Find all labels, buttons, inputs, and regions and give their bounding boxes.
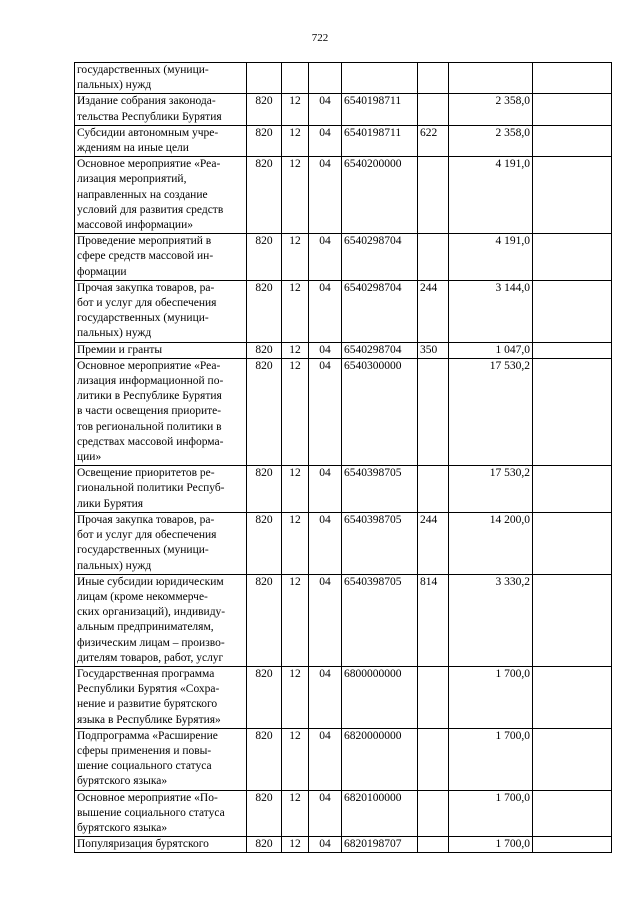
cell-target-code: 6800000000 xyxy=(342,666,418,728)
cell-name: Популяризация бурятского xyxy=(75,837,247,853)
cell-section: 12 xyxy=(282,157,309,234)
cell-extra xyxy=(533,466,612,513)
cell-admin-code: 820 xyxy=(247,574,282,666)
cell-expense-type xyxy=(418,837,449,853)
cell-expense-type xyxy=(418,666,449,728)
cell-section xyxy=(282,63,309,94)
cell-section: 12 xyxy=(282,234,309,281)
cell-name: Субсидии автономным учре- ждениям на иные цели xyxy=(75,125,247,156)
table-row xyxy=(75,666,612,728)
table-row xyxy=(75,342,612,358)
cell-admin-code: 820 xyxy=(247,94,282,125)
cell-target-code: 6540200000 xyxy=(342,157,418,234)
cell-extra xyxy=(533,234,612,281)
cell-target-code: 6540198711 xyxy=(342,125,418,156)
cell-subsection: 04 xyxy=(309,574,342,666)
cell-extra xyxy=(533,512,612,574)
cell-target-code: 6540298704 xyxy=(342,280,418,342)
cell-extra xyxy=(533,280,612,342)
table-row xyxy=(75,280,612,342)
cell-admin-code xyxy=(247,63,282,94)
cell-section: 12 xyxy=(282,358,309,465)
table-row xyxy=(75,94,612,125)
cell-subsection: 04 xyxy=(309,157,342,234)
cell-subsection: 04 xyxy=(309,728,342,790)
cell-extra xyxy=(533,728,612,790)
cell-extra xyxy=(533,63,612,94)
cell-admin-code: 820 xyxy=(247,728,282,790)
cell-target-code: 6540198711 xyxy=(342,94,418,125)
cell-name: Основное мероприятие «По- вышение социального статуса бурятского языка» xyxy=(75,790,247,837)
cell-admin-code: 820 xyxy=(247,358,282,465)
cell-admin-code: 820 xyxy=(247,280,282,342)
cell-name: Иные субсидии юридическим лицам (кроме некоммерче- ских организаций), индивиду- альным предпринимателям, физическим лицам – произво- дителям товаров, работ, услуг xyxy=(75,574,247,666)
budget-table xyxy=(74,62,612,853)
cell-admin-code: 820 xyxy=(247,837,282,853)
cell-subsection: 04 xyxy=(309,790,342,837)
cell-target-code: 6540298704 xyxy=(342,342,418,358)
cell-expense-type xyxy=(418,358,449,465)
cell-section: 12 xyxy=(282,512,309,574)
cell-expense-type xyxy=(418,94,449,125)
cell-target-code: 6540298704 xyxy=(342,234,418,281)
cell-name: Освещение приоритетов ре- гиональной политики Респуб- лики Бурятия xyxy=(75,466,247,513)
cell-subsection: 04 xyxy=(309,125,342,156)
cell-name: государственных (муници- пальных) нужд xyxy=(75,63,247,94)
cell-amount: 1 047,0 xyxy=(449,342,533,358)
cell-expense-type xyxy=(418,234,449,281)
cell-admin-code: 820 xyxy=(247,234,282,281)
cell-name: Основное мероприятие «Реа- лизация информационной по- литики в Республике Бурятия в части освещения приорите- тов региональной политики в средствах массовой информа- ции» xyxy=(75,358,247,465)
cell-section: 12 xyxy=(282,666,309,728)
cell-section: 12 xyxy=(282,837,309,853)
cell-name: Прочая закупка товаров, ра- бот и услуг для обеспечения государственных (муници- пальных) нужд xyxy=(75,280,247,342)
cell-amount: 1 700,0 xyxy=(449,666,533,728)
cell-target-code: 6540398705 xyxy=(342,574,418,666)
cell-subsection: 04 xyxy=(309,512,342,574)
cell-target-code xyxy=(342,63,418,94)
cell-section: 12 xyxy=(282,728,309,790)
cell-amount: 2 358,0 xyxy=(449,94,533,125)
table-row xyxy=(75,837,612,853)
cell-name: Премии и гранты xyxy=(75,342,247,358)
cell-amount: 4 191,0 xyxy=(449,234,533,281)
table-row xyxy=(75,574,612,666)
cell-extra xyxy=(533,574,612,666)
cell-subsection: 04 xyxy=(309,234,342,281)
cell-expense-type: 244 xyxy=(418,280,449,342)
cell-amount: 3 144,0 xyxy=(449,280,533,342)
cell-extra xyxy=(533,125,612,156)
cell-section: 12 xyxy=(282,342,309,358)
cell-extra xyxy=(533,342,612,358)
cell-extra xyxy=(533,837,612,853)
cell-section: 12 xyxy=(282,94,309,125)
cell-expense-type xyxy=(418,63,449,94)
cell-amount xyxy=(449,63,533,94)
cell-admin-code: 820 xyxy=(247,512,282,574)
cell-extra xyxy=(533,358,612,465)
cell-subsection: 04 xyxy=(309,466,342,513)
table-row xyxy=(75,358,612,465)
table-row xyxy=(75,512,612,574)
cell-admin-code: 820 xyxy=(247,466,282,513)
cell-expense-type xyxy=(418,790,449,837)
cell-subsection: 04 xyxy=(309,342,342,358)
cell-extra xyxy=(533,790,612,837)
cell-amount: 1 700,0 xyxy=(449,837,533,853)
cell-extra xyxy=(533,94,612,125)
cell-name: Издание собрания законода- тельства Республики Бурятия xyxy=(75,94,247,125)
cell-target-code: 6820198707 xyxy=(342,837,418,853)
cell-subsection: 04 xyxy=(309,837,342,853)
cell-amount: 1 700,0 xyxy=(449,790,533,837)
cell-section: 12 xyxy=(282,125,309,156)
cell-name: Проведение мероприятий в сфере средств массовой ин- формации xyxy=(75,234,247,281)
cell-target-code: 6820000000 xyxy=(342,728,418,790)
cell-target-code: 6820100000 xyxy=(342,790,418,837)
cell-subsection: 04 xyxy=(309,280,342,342)
cell-admin-code: 820 xyxy=(247,790,282,837)
cell-extra xyxy=(533,157,612,234)
cell-amount: 17 530,2 xyxy=(449,466,533,513)
page-number: 722 xyxy=(311,32,329,44)
cell-admin-code: 820 xyxy=(247,125,282,156)
cell-expense-type: 814 xyxy=(418,574,449,666)
cell-name: Государственная программа Республики Бурятия «Сохра- нение и развитие бурятского языка в Республике Бурятия» xyxy=(75,666,247,728)
cell-amount: 14 200,0 xyxy=(449,512,533,574)
cell-admin-code: 820 xyxy=(247,666,282,728)
cell-amount: 1 700,0 xyxy=(449,728,533,790)
cell-section: 12 xyxy=(282,574,309,666)
cell-name: Подпрограмма «Расширение сферы применения и повы- шение социального статуса бурятского языка» xyxy=(75,728,247,790)
cell-section: 12 xyxy=(282,466,309,513)
table-row xyxy=(75,234,612,281)
cell-section: 12 xyxy=(282,790,309,837)
table-row xyxy=(75,728,612,790)
cell-subsection: 04 xyxy=(309,94,342,125)
cell-target-code: 6540398705 xyxy=(342,512,418,574)
cell-target-code: 6540398705 xyxy=(342,466,418,513)
cell-admin-code: 820 xyxy=(247,157,282,234)
cell-expense-type xyxy=(418,466,449,513)
cell-expense-type: 350 xyxy=(418,342,449,358)
cell-admin-code: 820 xyxy=(247,342,282,358)
cell-amount: 3 330,2 xyxy=(449,574,533,666)
cell-subsection: 04 xyxy=(309,666,342,728)
table-row xyxy=(75,125,612,156)
table-row xyxy=(75,790,612,837)
cell-subsection: 04 xyxy=(309,358,342,465)
cell-section: 12 xyxy=(282,280,309,342)
table-row xyxy=(75,157,612,234)
cell-amount: 4 191,0 xyxy=(449,157,533,234)
cell-expense-type: 622 xyxy=(418,125,449,156)
cell-subsection xyxy=(309,63,342,94)
cell-amount: 17 530,2 xyxy=(449,358,533,465)
cell-expense-type: 244 xyxy=(418,512,449,574)
cell-expense-type xyxy=(418,728,449,790)
cell-amount: 2 358,0 xyxy=(449,125,533,156)
table-row xyxy=(75,63,612,94)
cell-name: Прочая закупка товаров, ра- бот и услуг для обеспечения государственных (муници- пальных) нужд xyxy=(75,512,247,574)
table-row xyxy=(75,466,612,513)
cell-target-code: 6540300000 xyxy=(342,358,418,465)
cell-name: Основное мероприятие «Реа- лизация мероприятий, направленных на создание условий для развития средств массовой информации» xyxy=(75,157,247,234)
cell-extra xyxy=(533,666,612,728)
cell-expense-type xyxy=(418,157,449,234)
